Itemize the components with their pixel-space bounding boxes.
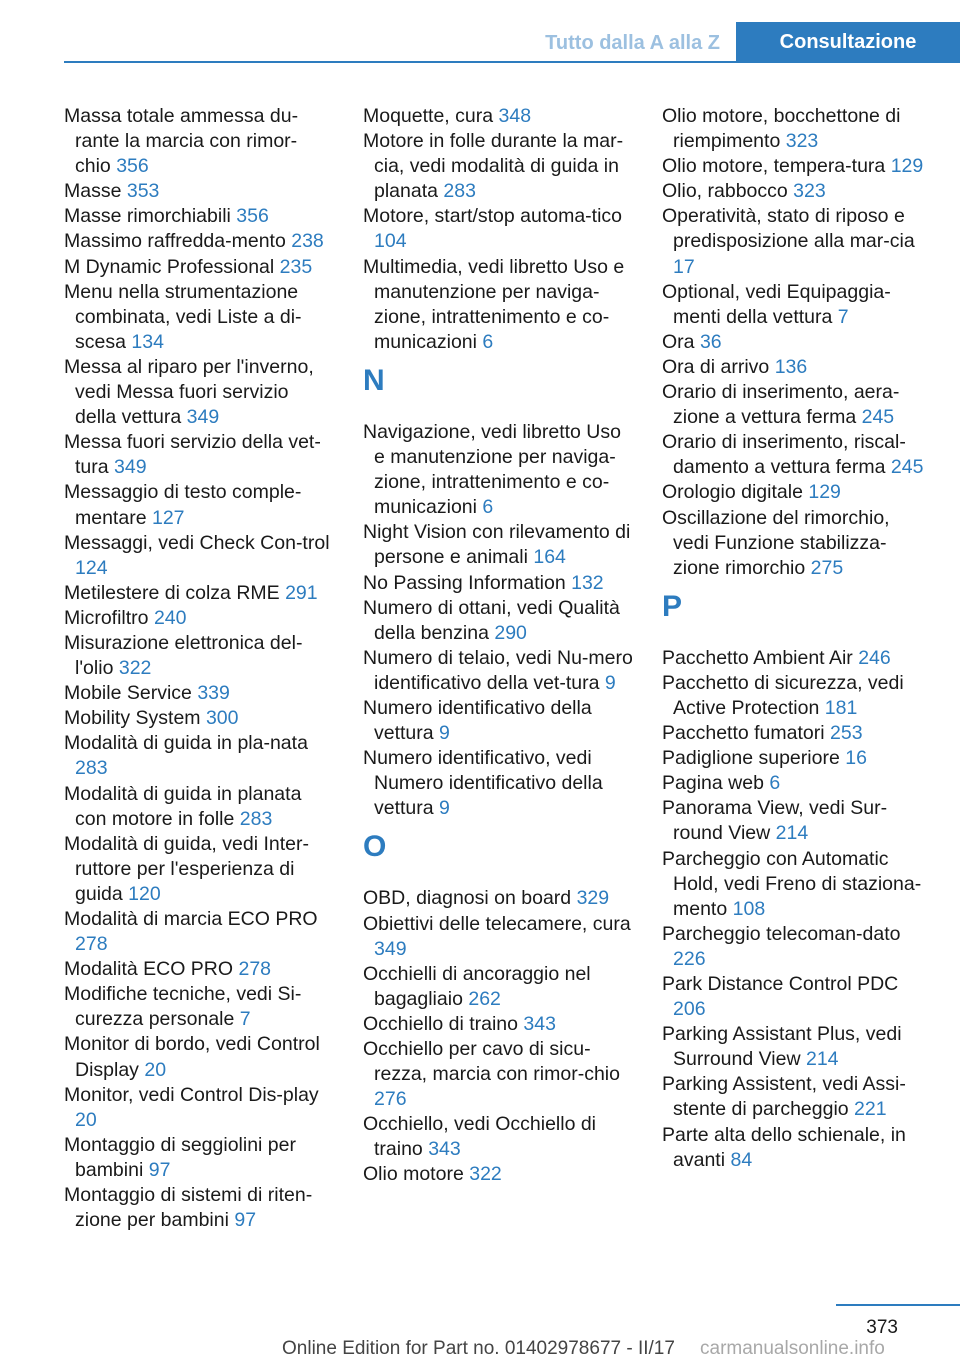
index-entry-text: Motore in folle durante la mar-cia, vedi modalità di guida in planata xyxy=(363,130,624,203)
page-reference-link[interactable]: 245 xyxy=(861,406,895,429)
page-reference-link[interactable]: 20 xyxy=(144,1058,167,1081)
index-entry-text: Park Distance Control PDC xyxy=(662,973,899,995)
section-letter: O xyxy=(363,830,387,864)
index-entry-text: Pagina web xyxy=(662,772,764,795)
index-entry xyxy=(64,229,332,254)
page-reference-link[interactable]: 17 xyxy=(673,255,695,278)
page-reference-link[interactable]: 84 xyxy=(730,1148,753,1171)
index-entry-text: Parte alta dello schienale, in avanti xyxy=(662,1123,906,1171)
index-entry-text: OBD, diagnosi on board xyxy=(363,887,572,910)
index-entry xyxy=(662,771,930,796)
index-entry-text: Ora di arrivo xyxy=(662,355,770,378)
index-entry-text: Panorama View, vedi Sur-round View xyxy=(662,797,888,845)
page-reference-link[interactable]: 6 xyxy=(769,772,781,795)
index-entry-text: Modifiche tecniche, vedi Si-curezza personale xyxy=(64,983,302,1031)
index-entry xyxy=(363,420,633,520)
index-entry-text: Motore, start/stop automa-tico xyxy=(363,205,623,228)
index-entry-text: Night Vision con rilevamento di persone e animali xyxy=(363,521,631,569)
index-entry xyxy=(64,731,332,781)
index-entry xyxy=(363,1112,633,1162)
index-entry-text: Parcheggio telecoman-dato xyxy=(662,922,901,945)
index-entry xyxy=(662,721,930,746)
index-entry xyxy=(662,104,930,154)
index-entry xyxy=(662,179,930,204)
index-entry-text: Navigazione, vedi libretto Uso e manutenzione per naviga-zione, intrattenimento e co-municazioni xyxy=(363,420,621,519)
page-reference-link[interactable]: 7 xyxy=(837,305,849,328)
index-entry-text: Modalità ECO PRO xyxy=(64,958,234,981)
index-entry-text: Optional, vedi Equipaggia-menti della vettura xyxy=(662,280,891,328)
page-reference-link[interactable]: 238 xyxy=(291,230,324,253)
page-reference-link[interactable]: 20 xyxy=(75,1108,97,1131)
index-entry xyxy=(64,782,332,832)
page-reference-link[interactable]: 291 xyxy=(285,581,318,604)
page-reference-link[interactable]: 132 xyxy=(571,571,604,594)
index-column-2 xyxy=(363,104,633,1188)
index-entry xyxy=(64,204,332,229)
page-reference-link[interactable]: 9 xyxy=(439,722,450,745)
page-reference-link[interactable]: 323 xyxy=(793,180,826,203)
index-entry xyxy=(64,430,332,480)
index-entry xyxy=(64,179,332,204)
index-entry-text: Olio motore xyxy=(363,1163,464,1186)
page-reference-link[interactable]: 136 xyxy=(774,355,808,378)
index-entry xyxy=(662,154,930,179)
index-entry-text: Masse rimorchiabili xyxy=(64,205,231,228)
index-entry xyxy=(662,922,930,972)
index-entry-text: Mobility System xyxy=(64,707,201,730)
page-reference-link[interactable]: 97 xyxy=(148,1158,171,1181)
index-entry xyxy=(64,606,332,631)
index-entry xyxy=(662,847,930,922)
index-entry xyxy=(64,104,332,179)
page-reference-link[interactable]: 129 xyxy=(808,481,841,504)
index-entry xyxy=(64,531,332,581)
index-entry-text: Operatività, stato di riposo e predisposizione alla mar-cia xyxy=(662,205,915,253)
index-entry-text: Ora xyxy=(662,330,695,353)
index-entry xyxy=(64,907,332,957)
index-entry-text: Numero di telaio, vedi Nu-mero identificativo della vet-tura xyxy=(363,646,633,694)
page-reference-link[interactable]: 323 xyxy=(785,130,819,153)
index-entry xyxy=(64,957,332,982)
page-number: 373 xyxy=(866,1317,898,1338)
page-reference-link[interactable]: 164 xyxy=(533,546,566,569)
index-entry-text: Monitor, vedi Control Dis-play xyxy=(64,1083,319,1106)
index-entry-text: Massimo raffredda-mento xyxy=(64,230,286,253)
index-entry xyxy=(363,255,633,355)
index-entry xyxy=(64,1083,332,1133)
index-entry xyxy=(662,204,930,279)
page-reference-link[interactable]: 124 xyxy=(75,556,108,579)
index-entry-text: Occhielli di ancoraggio nel bagagliaio xyxy=(363,962,591,1010)
page-reference-link[interactable]: 300 xyxy=(205,707,239,730)
page-reference-link[interactable]: 356 xyxy=(236,205,269,228)
index-entry xyxy=(662,1072,930,1122)
index-entry-text: Padiglione superiore xyxy=(662,747,840,770)
page-reference-link[interactable]: 348 xyxy=(498,105,532,127)
index-entry-text: Obiettivi delle telecamere, cura xyxy=(363,912,631,935)
index-entry-text: Microfiltro xyxy=(64,606,149,629)
page-reference-link[interactable]: 353 xyxy=(126,180,160,203)
index-entry xyxy=(662,430,930,480)
page-reference-link[interactable]: 108 xyxy=(732,897,766,920)
page-reference-link[interactable]: 36 xyxy=(699,330,722,353)
index-entry-text: Montaggio di sistemi di riten-zione per bambini xyxy=(64,1184,313,1232)
index-entry xyxy=(363,204,633,254)
index-entry-text: No Passing Information xyxy=(363,571,566,594)
page-reference-link[interactable]: 214 xyxy=(805,1048,839,1071)
index-entry-text: Messa fuori servizio della vet-tura xyxy=(64,431,321,479)
index-entry xyxy=(363,1037,633,1112)
page-reference-link[interactable]: 278 xyxy=(75,933,108,956)
index-entry xyxy=(363,646,633,696)
page-reference-link[interactable]: 7 xyxy=(239,1008,251,1031)
page-reference-link[interactable]: 339 xyxy=(197,682,230,705)
index-entry-text: Occhiello di traino xyxy=(363,1012,518,1035)
page-reference-link[interactable]: 245 xyxy=(890,456,924,479)
index-entry xyxy=(64,681,332,706)
page-reference-link[interactable]: 134 xyxy=(131,330,164,353)
index-entry xyxy=(662,796,930,846)
page-reference-link[interactable]: 356 xyxy=(116,155,149,178)
page-reference-link[interactable]: 262 xyxy=(468,987,501,1010)
index-entry-text: Metilestere di colza RME xyxy=(64,581,280,604)
index-entry xyxy=(363,520,633,570)
index-entry xyxy=(363,696,633,746)
index-entry xyxy=(64,480,332,530)
index-entry-text: Messaggio di testo comple-mentare xyxy=(64,481,302,529)
page-reference-link[interactable]: 129 xyxy=(890,155,924,178)
index-entry-text: Messaggi, vedi Check Con-trol xyxy=(64,531,330,554)
index-entry-text: Olio motore, bocchettone di riempimento xyxy=(662,105,901,153)
page-reference-link[interactable]: 104 xyxy=(374,230,407,253)
index-entry xyxy=(363,962,633,1012)
page-reference-link[interactable]: 343 xyxy=(428,1138,461,1161)
index-entry-text: Numero identificativo della vettura xyxy=(363,696,592,745)
page-reference-link[interactable]: 283 xyxy=(239,807,273,830)
watermark: carmanualsonline.info xyxy=(700,1338,885,1359)
index-entry xyxy=(662,1123,930,1173)
index-entry-text: Montaggio di seggiolini per bambini xyxy=(64,1133,296,1181)
page-reference-link[interactable]: 246 xyxy=(858,646,891,669)
index-entry-text: Massa totale ammessa du-rante la marcia con rimor-chio xyxy=(64,105,299,178)
index-entry-text: Masse xyxy=(64,180,122,203)
index-entry xyxy=(363,104,633,129)
index-entry xyxy=(64,581,332,606)
page-reference-link[interactable]: 276 xyxy=(374,1088,407,1111)
index-entry xyxy=(662,746,930,771)
index-entry xyxy=(662,1022,930,1072)
index-entry-text: Olio motore, tempera-tura xyxy=(662,155,886,178)
index-entry-text: Orologio digitale xyxy=(662,481,803,504)
index-entry xyxy=(363,912,633,962)
index-entry xyxy=(662,355,930,380)
page-reference-link[interactable]: 322 xyxy=(469,1163,502,1186)
section-letter: P xyxy=(662,589,683,623)
index-entry xyxy=(662,506,930,581)
page-reference-link[interactable]: 235 xyxy=(279,255,313,278)
index-entry-text: Occhiello, vedi Occhiello di traino xyxy=(363,1113,597,1161)
page-reference-link[interactable]: 283 xyxy=(443,180,476,203)
index-entry xyxy=(662,972,930,1022)
index-entry xyxy=(363,1012,633,1037)
index-entry-text: Numero identificativo, vedi Numero identificativo della vettura xyxy=(363,747,603,820)
index-entry-text: Mobile Service xyxy=(64,682,192,705)
index-entry xyxy=(363,571,633,596)
index-entry-text: Numero di ottani, vedi Qualità della benzina xyxy=(363,596,620,644)
page-reference-link[interactable]: 283 xyxy=(75,757,108,780)
index-column-3 xyxy=(662,104,930,1173)
index-entry xyxy=(662,280,930,330)
index-entry xyxy=(662,330,930,355)
page-reference-link[interactable]: 206 xyxy=(673,998,706,1021)
page-reference-link[interactable]: 240 xyxy=(153,606,187,629)
index-entry xyxy=(64,355,332,430)
index-entry-text: Modalità di marcia ECO PRO xyxy=(64,908,318,930)
index-entry-text: M Dynamic Professional xyxy=(64,255,275,278)
page-reference-link[interactable]: 120 xyxy=(128,882,161,905)
index-entry xyxy=(363,746,633,821)
section-letter: N xyxy=(363,363,385,397)
page-reference-link[interactable]: 9 xyxy=(439,797,450,820)
page-reference-link[interactable]: 214 xyxy=(775,822,809,845)
page-reference-link[interactable]: 221 xyxy=(854,1098,887,1121)
index-entry xyxy=(64,706,332,731)
index-entry-text: Menu nella strumentazione combinata, vedi Liste a di-scesa xyxy=(64,280,302,353)
page-reference-link[interactable]: 290 xyxy=(494,621,527,644)
page-reference-link[interactable]: 9 xyxy=(604,671,616,694)
index-entry xyxy=(64,1183,332,1233)
index-entry xyxy=(64,1032,332,1082)
index-entry xyxy=(662,646,930,671)
index-entry-text: Modalità di guida in pla-nata xyxy=(64,732,308,755)
index-entry-text: Olio, rabbocco xyxy=(662,180,788,203)
page-reference-link[interactable]: 329 xyxy=(576,887,610,910)
page-reference-link[interactable]: 181 xyxy=(824,696,858,719)
tab-consultazione[interactable]: Consultazione xyxy=(736,22,960,62)
index-entry xyxy=(662,480,930,505)
index-entry-text: Modalità di guida in planata con motore in folle xyxy=(64,782,302,830)
page-reference-link[interactable]: 253 xyxy=(830,722,863,745)
index-entry-text: Modalità di guida, vedi Inter-ruttore per l'esperienza di guida xyxy=(64,832,309,905)
index-entry-text: Pacchetto di sicurezza, vedi Active Protection xyxy=(662,671,904,719)
index-entry-text: Messa al riparo per l'inverno, vedi Messa fuori servizio della vettura xyxy=(64,355,314,429)
index-entry xyxy=(662,671,930,721)
page-reference-link[interactable]: 322 xyxy=(118,657,152,680)
index-entry-text: Pacchetto fumatori xyxy=(662,722,825,745)
index-entry-text: Monitor di bordo, vedi Control Display xyxy=(64,1033,320,1081)
page-reference-link[interactable]: 6 xyxy=(482,496,494,519)
index-entry xyxy=(363,129,633,204)
index-entry-text: Parking Assistent, vedi Assi-stente di parcheggio xyxy=(662,1073,906,1121)
page-reference-link[interactable]: 349 xyxy=(374,937,407,960)
index-entry xyxy=(363,1162,633,1187)
page-reference-link[interactable]: 275 xyxy=(810,556,844,579)
index-entry xyxy=(363,596,633,646)
edition-footer: Online Edition for Part no. 01402978677 - II/17 xyxy=(282,1338,675,1359)
footer-divider xyxy=(836,1304,960,1306)
index-entry-text: Parcheggio con Automatic Hold, vedi Freno di staziona-mento xyxy=(662,847,922,920)
index-column-1 xyxy=(64,104,332,1233)
page-reference-link[interactable]: 127 xyxy=(151,506,185,529)
index-entry-text: Misurazione elettronica del-l'olio xyxy=(64,631,303,680)
index-entry-text: Occhiello per cavo di sicu-rezza, marcia con rimor-chio xyxy=(363,1038,620,1086)
page-reference-link[interactable]: 278 xyxy=(238,958,272,981)
index-entry xyxy=(662,380,930,430)
page-reference-link[interactable]: 349 xyxy=(114,456,147,479)
index-entry-text: Oscillazione del rimorchio, vedi Funzione stabilizza-zione rimorchio xyxy=(662,506,890,579)
index-entry xyxy=(64,982,332,1032)
index-entry-text: Orario di inserimento, riscal-damento a vettura ferma xyxy=(662,431,906,479)
section-label: Tutto dalla A alla Z xyxy=(545,32,720,54)
index-entry xyxy=(64,1133,332,1183)
page-reference-link[interactable]: 343 xyxy=(523,1012,556,1035)
page-reference-link[interactable]: 97 xyxy=(234,1209,257,1232)
index-entry-text: Pacchetto Ambient Air xyxy=(662,646,853,669)
page-reference-link[interactable]: 6 xyxy=(482,330,494,353)
index-entry-text: Orario di inserimento, aera-zione a vettura ferma xyxy=(662,381,900,429)
index-entry-text: Moquette, cura xyxy=(363,105,494,127)
index-entry xyxy=(64,631,332,681)
index-entry xyxy=(64,832,332,907)
index-entry-text: Multimedia, vedi libretto Uso e manutenzione per naviga-zione, intrattenimento e co-municazioni xyxy=(363,255,625,353)
index-entry xyxy=(64,255,332,280)
page-reference-link[interactable]: 349 xyxy=(186,406,220,429)
index-entry-text: Parking Assistant Plus, vedi Surround View xyxy=(662,1023,902,1071)
page-reference-link[interactable]: 226 xyxy=(673,947,706,970)
header-divider xyxy=(64,61,960,63)
page-header xyxy=(0,0,960,62)
index-entry xyxy=(363,886,633,911)
index-entry xyxy=(64,280,332,355)
page-reference-link[interactable]: 16 xyxy=(845,747,867,770)
